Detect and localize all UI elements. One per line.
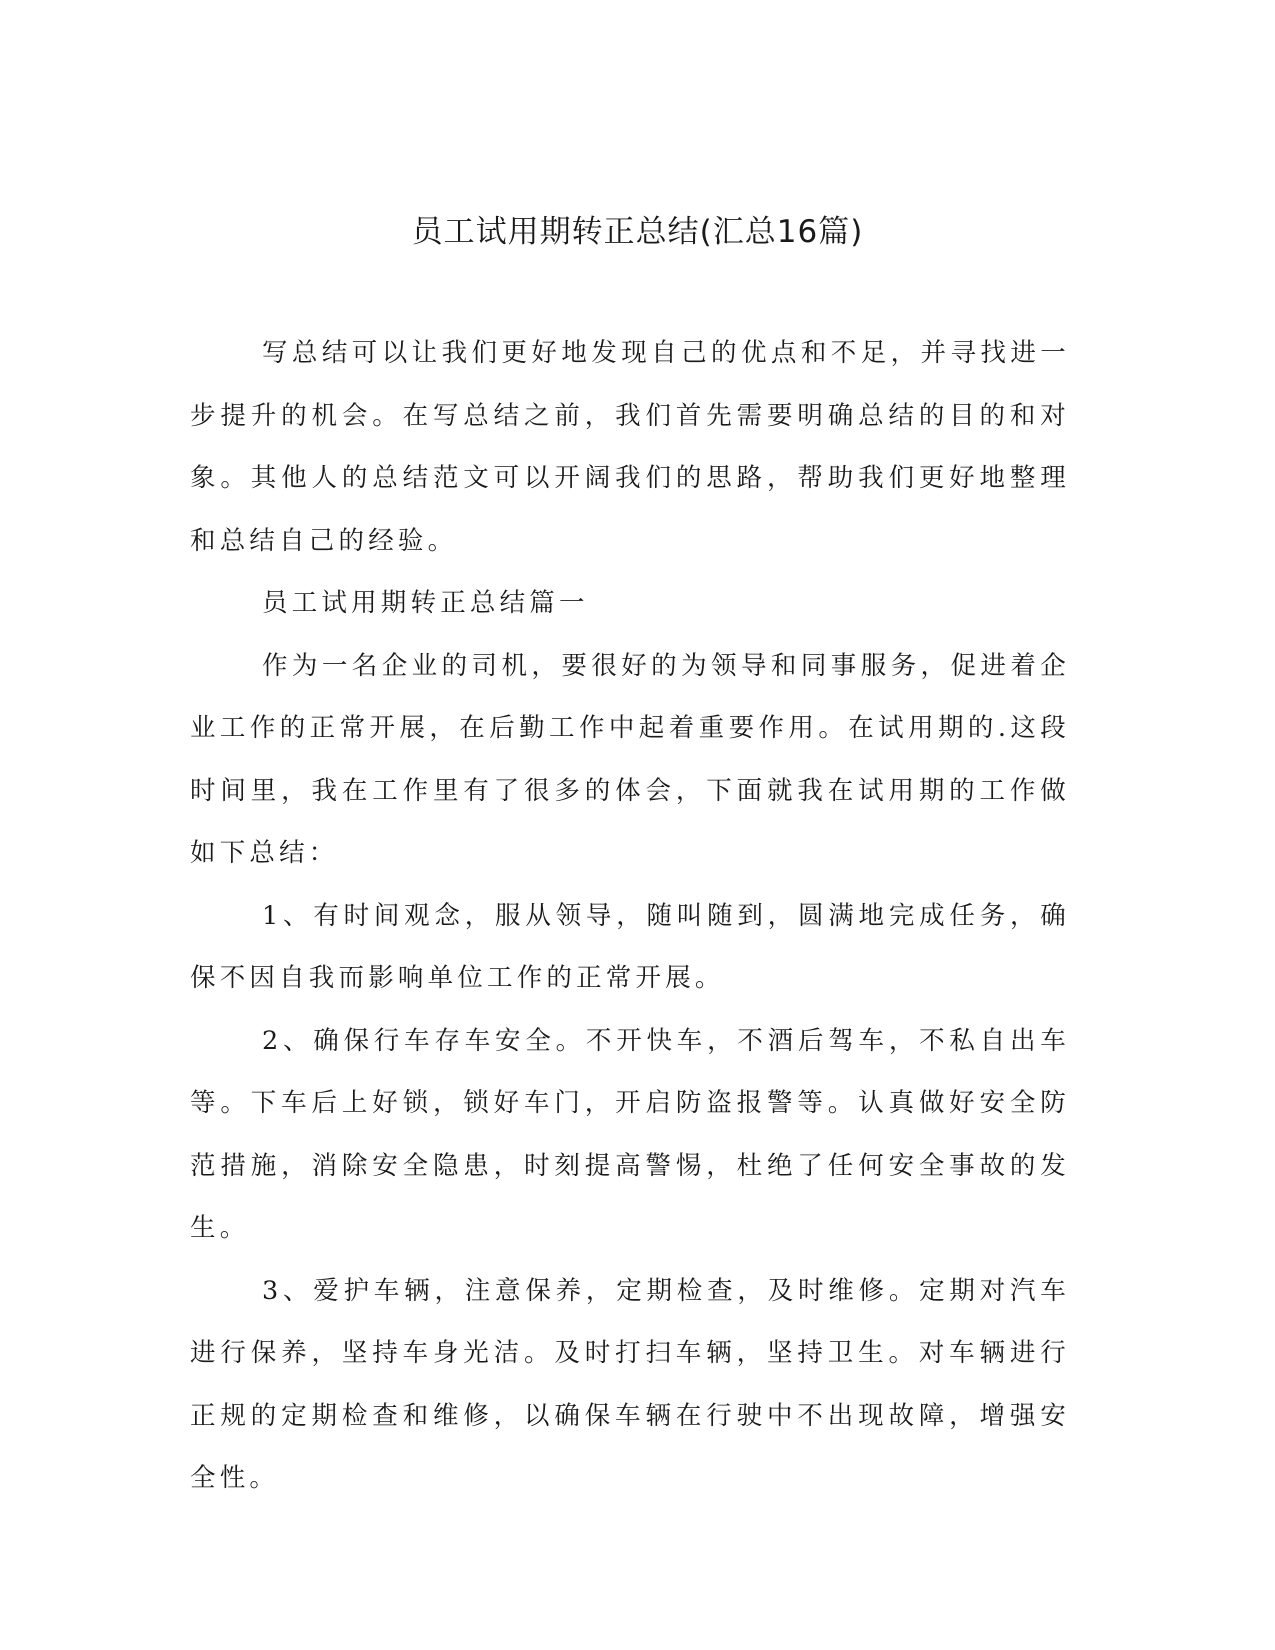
list-item-3: 3、爱护车辆，注意保养，定期检查，及时维修。定期对汽车进行保养，坚持车身光洁。及时打扫车辆，坚持卫生。对车辆进行正规的定期检查和维修，以确保车辆在行驶中不出现故障，增强安全性。 [190,1275,1070,1493]
list-item-1: 1、有时间观念，服从领导，随叫随到，圆满地完成任务，确保不因自我而影响单位工作的正常开展。 [190,900,1070,993]
document-body [190,322,1070,1510]
body-paragraph: 作为一名企业的司机，要很好的为领导和同事服务，促进着企业工作的正常开展，在后勤工作中起着重要作用。在试用期的.这段时间里，我在工作里有了很多的体会，下面就我在试用期的工作做如下总结： [190,650,1070,868]
document-title: 员工试用期转正总结(汇总16篇) [411,214,864,250]
intro-paragraph: 写总结可以让我们更好地发现自己的优点和不足，并寻找进一步提升的机会。在写总结之前，我们首先需要明确总结的目的和对象。其他人的总结范文可以开阔我们的思路，帮助我们更好地整理和总结自己的经验。 [190,338,1070,556]
list-item-2: 2、确保行车存车安全。不开快车，不酒后驾车，不私自出车等。下车后上好锁，锁好车门，开启防盗报警等。认真做好安全防范措施，消除安全隐患，时刻提高警惕，杜绝了任何安全事故的发生。 [190,1025,1070,1243]
section-heading: 员工试用期转正总结篇一 [262,588,589,618]
